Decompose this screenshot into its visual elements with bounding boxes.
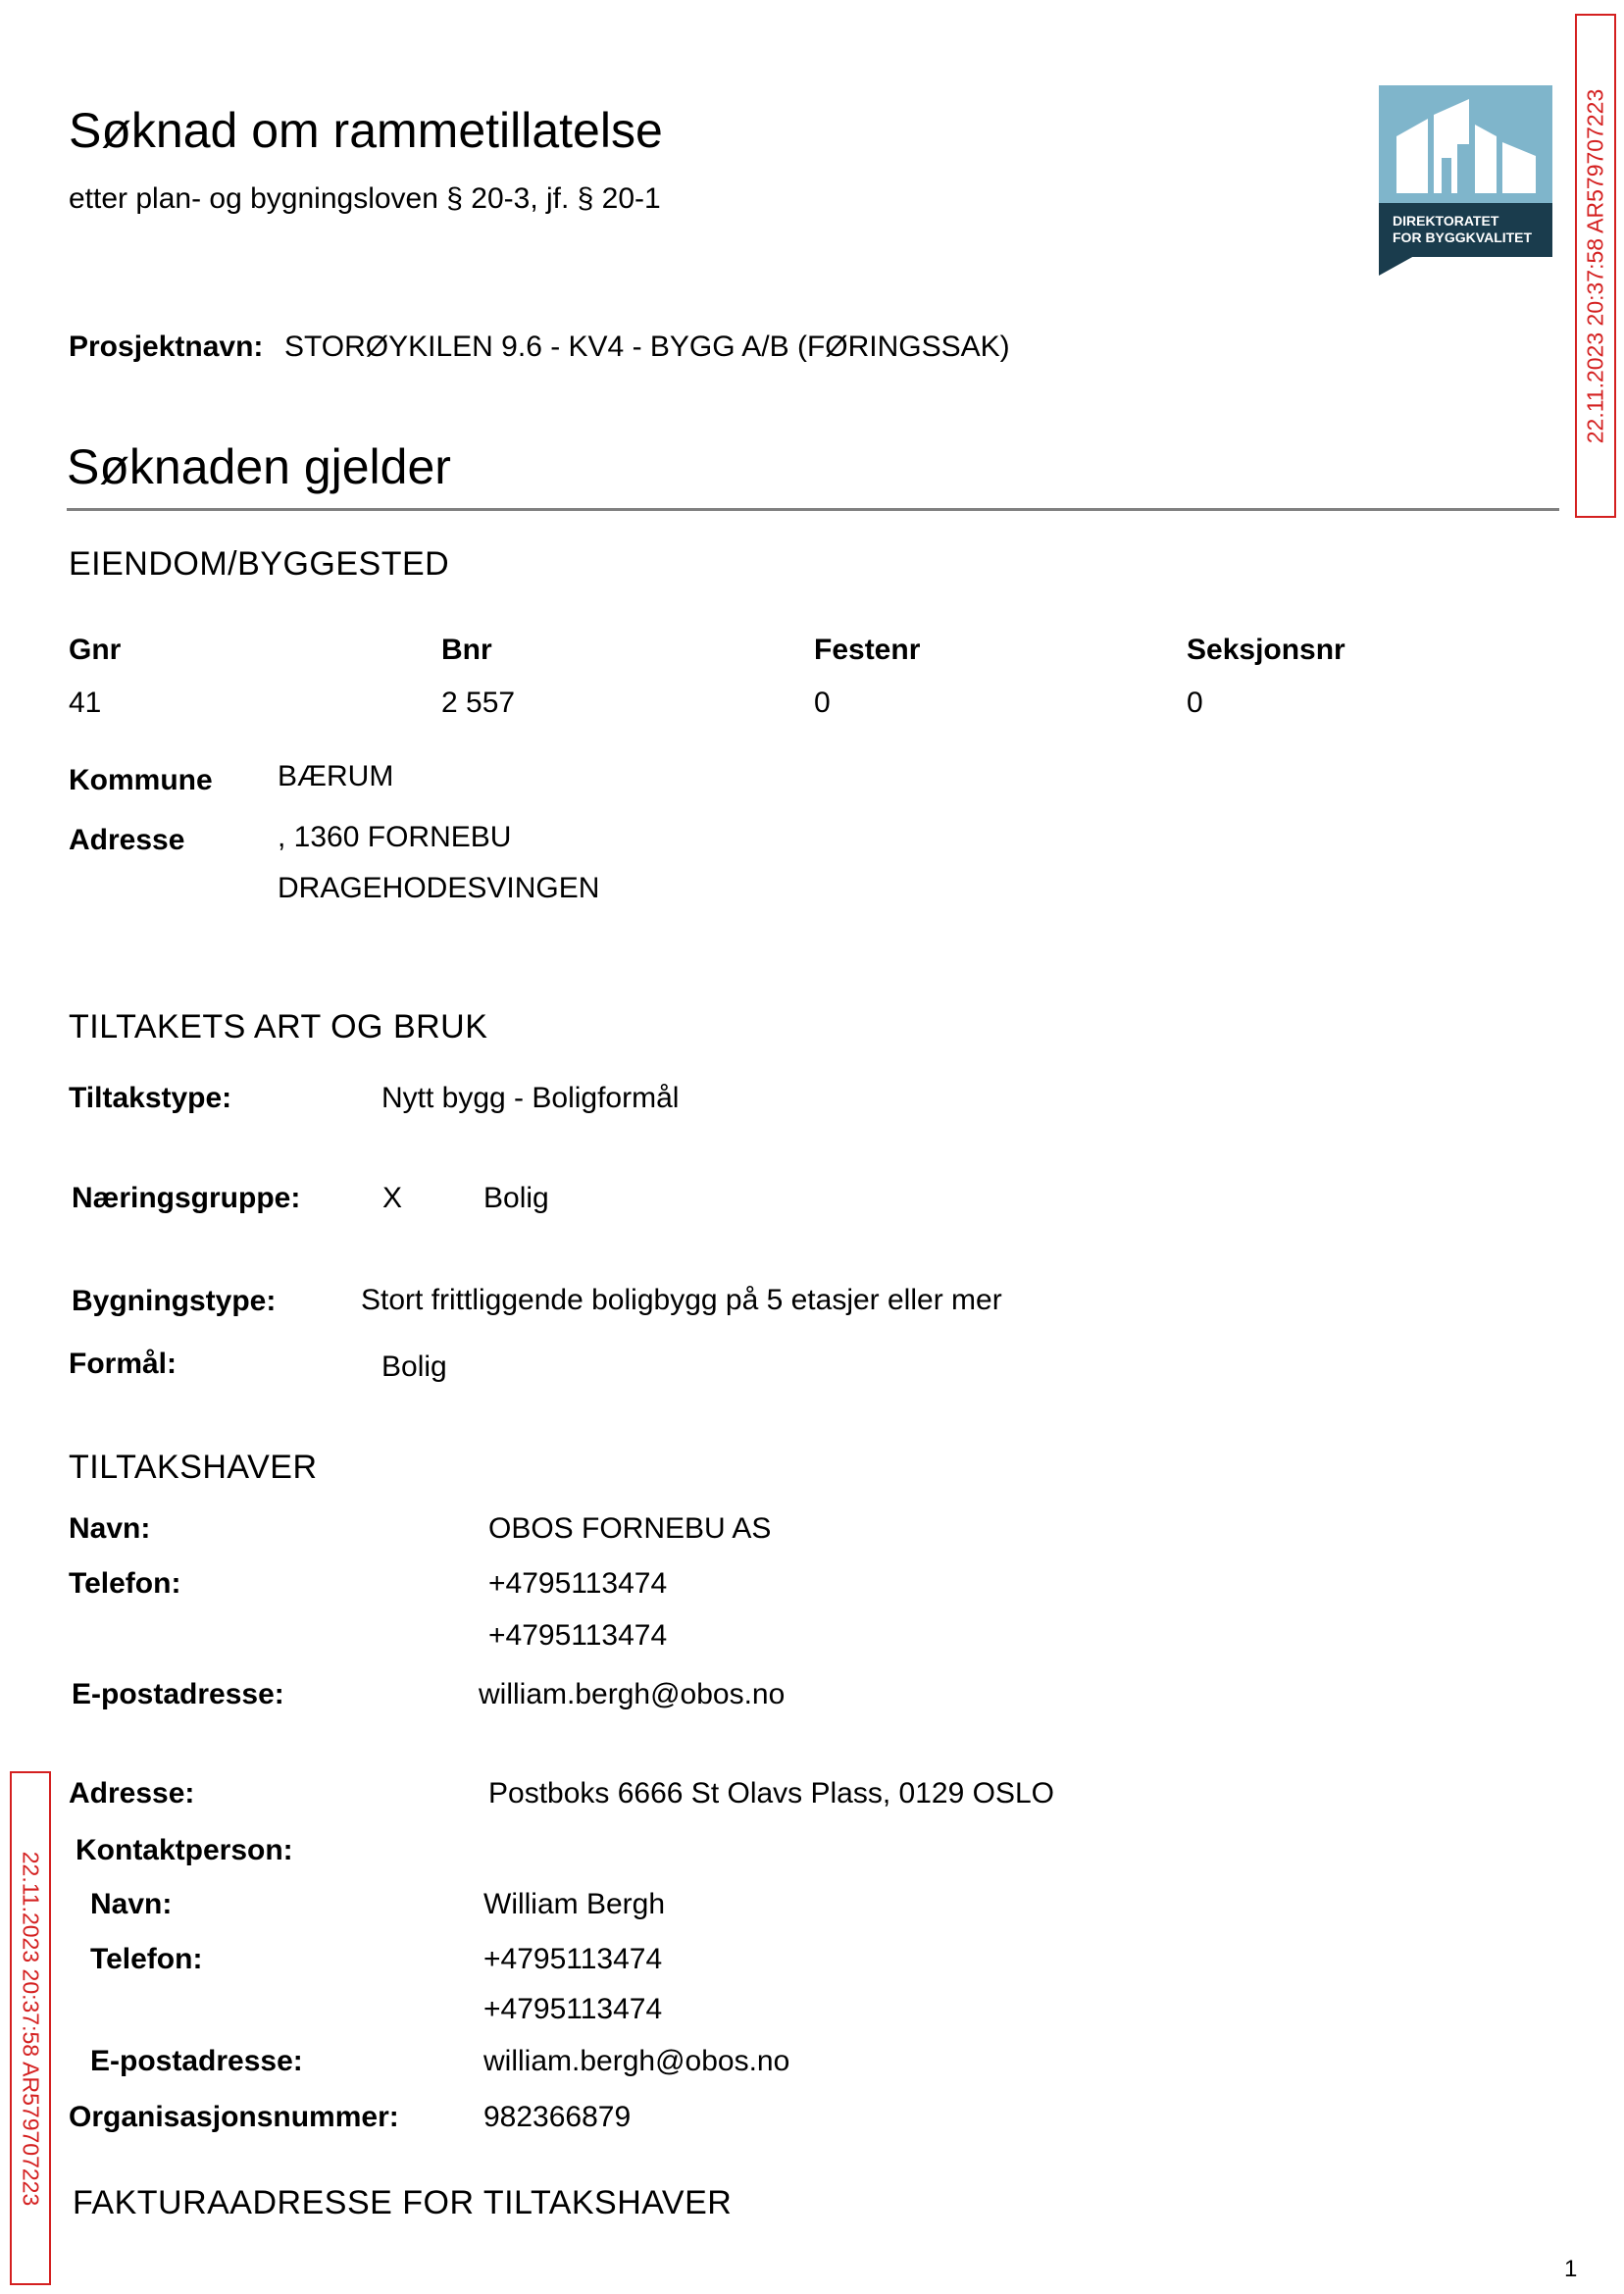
project-name-label: Prosjektnavn: bbox=[69, 331, 264, 363]
tiltakstype-label: Tiltakstype: bbox=[69, 1082, 232, 1114]
archive-stamp-bottom bbox=[10, 1771, 51, 2285]
kontakt-navn-label: Navn: bbox=[90, 1888, 173, 1920]
orgnr-label: Organisasjonsnummer: bbox=[69, 2101, 399, 2133]
festenr-value: 0 bbox=[814, 687, 831, 719]
section-divider bbox=[67, 508, 1559, 511]
logo-tail bbox=[1379, 256, 1414, 276]
tiltakshaver-telefon-label: Telefon: bbox=[69, 1567, 181, 1600]
naeringsgruppe-value: Bolig bbox=[483, 1182, 549, 1214]
bnr-value: 2 557 bbox=[441, 687, 516, 719]
tiltakstype-value: Nytt bygg - Boligformål bbox=[381, 1082, 680, 1114]
kontakt-telefon-value-2: +4795113474 bbox=[483, 1993, 663, 2025]
adresse-line-1: , 1360 FORNEBU bbox=[278, 821, 512, 853]
tiltak-heading: TILTAKETS ART OG BRUK bbox=[69, 1008, 488, 1045]
kommune-label: Kommune bbox=[69, 764, 213, 796]
tiltakshaver-epost-value: william.bergh@obos.no bbox=[479, 1678, 786, 1710]
adresse-line-2: DRAGEHODESVINGEN bbox=[278, 872, 600, 904]
gnr-label: Gnr bbox=[69, 634, 122, 666]
dibk-logo bbox=[1379, 85, 1552, 276]
logo-line-2: FOR BYGGKVALITET bbox=[1393, 229, 1533, 245]
bygningstype-value: Stort frittliggende boligbygg på 5 etasjer eller mer bbox=[361, 1284, 1002, 1316]
tiltakshaver-navn-value: OBOS FORNEBU AS bbox=[488, 1512, 772, 1545]
festenr-label: Festenr bbox=[814, 634, 921, 666]
faktura-heading: FAKTURAADRESSE FOR TILTAKSHAVER bbox=[73, 2184, 733, 2221]
page-number: 1 bbox=[1564, 2256, 1578, 2282]
tiltakshaver-navn-label: Navn: bbox=[69, 1512, 151, 1545]
orgnr-value: 982366879 bbox=[483, 2101, 632, 2133]
bnr-label: Bnr bbox=[441, 634, 492, 666]
gnr-value: 41 bbox=[69, 687, 102, 719]
kontaktperson-label: Kontaktperson: bbox=[76, 1834, 293, 1866]
kontakt-epost-value: william.bergh@obos.no bbox=[483, 2045, 790, 2077]
adresse-label: Adresse bbox=[69, 824, 185, 856]
property-heading: EIENDOM/BYGGESTED bbox=[69, 545, 450, 583]
kontakt-telefon-label: Telefon: bbox=[90, 1943, 203, 1975]
project-name-value: STORØYKILEN 9.6 - KV4 - BYGG A/B (FØRINGSSAK) bbox=[284, 331, 1010, 363]
dibk-logo-text bbox=[1379, 203, 1552, 257]
naeringsgruppe-label: Næringsgruppe: bbox=[72, 1182, 301, 1214]
document-title: Søknad om rammetillatelse bbox=[69, 103, 663, 158]
tiltakshaver-telefon-value-1: +4795113474 bbox=[488, 1567, 668, 1600]
tiltakshaver-heading: TILTAKSHAVER bbox=[69, 1449, 318, 1486]
seksjonsnr-label: Seksjonsnr bbox=[1187, 634, 1345, 666]
kommune-value: BÆRUM bbox=[278, 760, 394, 792]
archive-stamp-top bbox=[1575, 14, 1616, 518]
seksjonsnr-value: 0 bbox=[1187, 687, 1203, 719]
logo-line-1: DIREKTORATET bbox=[1393, 213, 1499, 229]
kontakt-epost-label: E-postadresse: bbox=[90, 2045, 303, 2077]
kontakt-telefon-value-1: +4795113474 bbox=[483, 1943, 663, 1975]
building-icon bbox=[1379, 85, 1552, 203]
tiltakshaver-epost-label: E-postadresse: bbox=[72, 1678, 284, 1710]
tiltakshaver-adresse-label: Adresse: bbox=[69, 1777, 195, 1810]
naeringsgruppe-code: X bbox=[382, 1182, 403, 1214]
tiltakshaver-adresse-value: Postboks 6666 St Olavs Plass, 0129 OSLO bbox=[488, 1777, 1054, 1810]
section-title: Søknaden gjelder bbox=[67, 439, 451, 494]
dibk-logo-emblem bbox=[1379, 85, 1552, 203]
formal-label: Formål: bbox=[69, 1348, 178, 1380]
document-subtitle: etter plan- og bygningsloven § 20-3, jf. § 20-1 bbox=[69, 182, 661, 215]
kontakt-navn-value: William Bergh bbox=[483, 1888, 666, 1920]
tiltakshaver-telefon-value-2: +4795113474 bbox=[488, 1619, 668, 1652]
archive-stamp-text: 22.11.2023 20:37:58 AR579707223 bbox=[18, 1851, 44, 2206]
archive-stamp-text: 22.11.2023 20:37:58 AR579707223 bbox=[1582, 88, 1608, 443]
bygningstype-label: Bygningstype: bbox=[72, 1285, 277, 1317]
formal-value: Bolig bbox=[381, 1351, 447, 1383]
